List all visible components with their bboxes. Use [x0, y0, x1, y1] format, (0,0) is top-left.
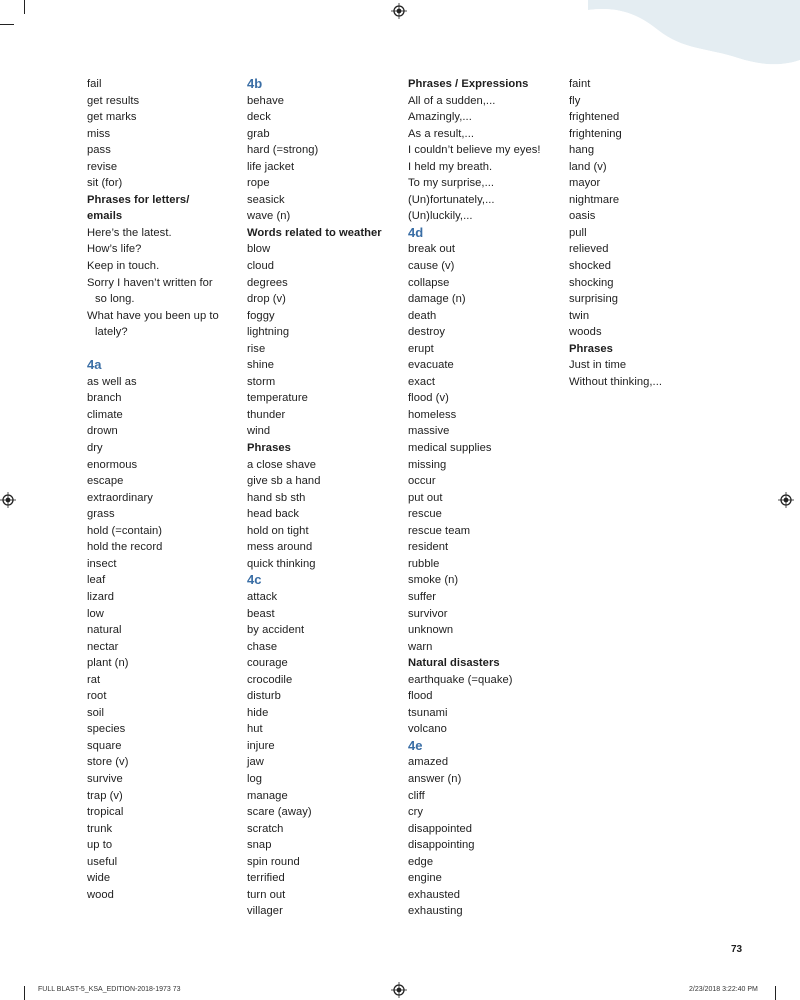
vocab-item: low [87, 607, 104, 620]
vocab-item: scratch [247, 822, 284, 835]
vocab-item: destroy [408, 326, 446, 339]
vocab-item: woods [569, 326, 602, 339]
vocab-item: relieved [569, 243, 609, 256]
unit-heading: 4e [408, 737, 423, 753]
vocab-item: spin round [247, 855, 300, 868]
vocab-item: disappointed [408, 822, 473, 835]
section-heading: emails [87, 210, 123, 223]
vocab-item: massive [408, 425, 450, 438]
vocab-item: cliff [408, 789, 425, 802]
vocab-item: answer (n) [408, 772, 462, 785]
vocab-item: hide [247, 706, 269, 719]
vocab-item: rescue team [408, 524, 471, 537]
vocab-item: wave (n) [247, 210, 291, 223]
vocab-item: manage [247, 789, 288, 802]
vocab-item: fly [569, 94, 581, 107]
section-heading: Phrases for letters/ [87, 193, 190, 206]
vocab-item: sit (for) [87, 177, 123, 190]
vocab-item: exhausting [408, 905, 463, 918]
vocab-item: jaw [247, 756, 264, 769]
vocab-item: foggy [247, 309, 275, 322]
vocab-item: twin [569, 309, 590, 322]
vocab-item: death [408, 309, 437, 322]
vocab-item: unknown [408, 624, 454, 637]
vocab-item: fail [87, 78, 102, 90]
vocab-item: terrified [247, 872, 285, 885]
vocab-item: hut [247, 723, 263, 736]
vocab-item: turn out [247, 888, 286, 901]
vocab-item: edge [408, 855, 434, 868]
vocab-item: blow [247, 243, 271, 256]
vocab-item: faint [569, 78, 591, 90]
vocab-item: tropical [87, 806, 124, 819]
vocab-item: miss [87, 127, 111, 140]
vocab-item: suffer [408, 590, 437, 603]
vocab-item: wind [247, 425, 271, 438]
vocab-item: head back [247, 508, 300, 521]
word-list-column-2 [247, 76, 397, 920]
vocab-item: courage [247, 657, 288, 670]
trim-mark [775, 986, 776, 1000]
vocab-item: leaf [87, 574, 106, 587]
vocab-item: lightning [247, 326, 290, 339]
registration-mark-icon [391, 3, 407, 19]
vocab-item: Here’s the latest. [87, 226, 172, 239]
vocab-item: root [87, 690, 107, 703]
vocab-item: volcano [408, 723, 447, 736]
vocab-item: Keep in touch. [87, 260, 160, 273]
vocab-item: cloud [247, 260, 274, 273]
page-number: 73 [731, 944, 743, 955]
vocab-item: soil [87, 706, 104, 719]
vocab-item: plant (n) [87, 657, 129, 670]
vocab-item: flood [408, 690, 433, 703]
vocab-item: medical supplies [408, 442, 492, 455]
section-heading: Phrases [569, 342, 613, 355]
vocab-item: Amazingly,... [408, 111, 472, 124]
vocab-item: damage (n) [408, 293, 466, 306]
vocab-item: seasick [247, 193, 285, 206]
vocab-item: get results [87, 94, 140, 107]
vocab-item: erupt [408, 342, 434, 355]
vocab-item: attack [247, 590, 278, 603]
vocab-item: scare (away) [247, 806, 312, 819]
vocab-item: drop (v) [247, 293, 286, 306]
vocab-item: injure [247, 739, 275, 752]
section-heading: Natural disasters [408, 657, 500, 670]
vocab-item: flood (v) [408, 392, 449, 405]
vocab-item: lizard [87, 590, 115, 603]
vocab-item: enormous [87, 458, 138, 471]
vocab-item: shocking [569, 276, 614, 289]
trim-mark [24, 986, 25, 1000]
vocab-item: get marks [87, 111, 137, 124]
vocab-item: survivor [408, 607, 448, 620]
vocab-item: exact [408, 375, 435, 388]
vocab-item: missing [408, 458, 447, 471]
section-heading: Words related to weather [247, 226, 382, 239]
vocab-item: occur [408, 475, 436, 488]
vocab-item: mess around [247, 541, 313, 554]
vocab-item: disappointing [408, 839, 475, 852]
vocab-item: chase [247, 640, 278, 653]
vocab-item: What have you been up to [87, 309, 219, 322]
vocab-item: pull [569, 226, 587, 239]
vocab-item: trunk [87, 822, 113, 835]
registration-mark-icon [778, 492, 794, 508]
vocab-item: (Un)luckily,... [408, 210, 473, 223]
vocab-item: pass [87, 144, 111, 157]
vocab-item: hard (=strong) [247, 144, 319, 157]
vocab-item: homeless [408, 408, 457, 421]
vocab-item: resident [408, 541, 449, 554]
vocab-item: wood [87, 888, 114, 901]
vocab-item: hold the record [87, 541, 163, 554]
section-heading: Phrases / Expressions [408, 78, 529, 90]
word-list-column-3 [408, 76, 558, 920]
vocab-item: Just in time [569, 359, 627, 372]
word-list-column-4 [569, 76, 719, 390]
vocab-item: trap (v) [87, 789, 123, 802]
vocab-item: snap [247, 839, 272, 852]
vocab-item: crocodile [247, 673, 293, 686]
vocab-item: up to [87, 839, 113, 852]
vocab-item: Sorry I haven’t written for [87, 276, 213, 289]
vocab-item: hold (=contain) [87, 524, 163, 537]
section-heading: Phrases [247, 442, 291, 455]
vocab-item: log [247, 772, 263, 785]
vocab-item: (Un)fortunately,... [408, 193, 495, 206]
vocab-item: drown [87, 425, 118, 438]
vocab-item: survive [87, 772, 123, 785]
unit-heading: 4c [247, 572, 262, 588]
spacer [87, 341, 237, 358]
vocab-item: square [87, 739, 122, 752]
vocab-item: grab [247, 127, 270, 140]
vocab-item: nightmare [569, 193, 620, 206]
vocab-item: nectar [87, 640, 119, 653]
vocab-item: dry [87, 442, 103, 455]
vocab-item: quick thinking [247, 557, 316, 570]
vocab-item: All of a sudden,... [408, 94, 496, 107]
vocab-item: evacuate [408, 359, 454, 372]
vocab-item: surprising [569, 293, 618, 306]
vocab-item: temperature [247, 392, 308, 405]
registration-mark-icon [0, 492, 16, 508]
vocab-item: I couldn’t believe my eyes! [408, 144, 541, 157]
vocab-item: degrees [247, 276, 288, 289]
vocab-item: behave [247, 94, 285, 107]
vocab-item: shine [247, 359, 274, 372]
vocab-item: store (v) [87, 756, 129, 769]
vocab-item: storm [247, 375, 276, 388]
vocab-item: lately? [95, 326, 128, 339]
vocab-item: revise [87, 160, 118, 173]
vocab-item: a close shave [247, 458, 317, 471]
vocab-item: villager [247, 905, 283, 918]
footer-timestamp: 2/23/2018 3:22:40 PM [689, 986, 758, 993]
vocab-item: frightening [569, 127, 622, 140]
vocab-item: smoke (n) [408, 574, 459, 587]
vocab-item: beast [247, 607, 275, 620]
vocab-item: As a result,... [408, 127, 475, 140]
registration-mark-icon [391, 982, 407, 998]
vocab-item: exhausted [408, 888, 461, 901]
vocab-item: grass [87, 508, 115, 521]
vocab-item: I held my breath. [408, 160, 493, 173]
vocab-item: shocked [569, 260, 612, 273]
vocab-item: break out [408, 243, 456, 256]
vocab-item: How’s life? [87, 243, 142, 256]
vocab-item: natural [87, 624, 122, 637]
vocab-item: insect [87, 557, 117, 570]
vocab-item: earthquake (=quake) [408, 673, 513, 686]
vocab-item: as well as [87, 375, 137, 388]
vocab-item: by accident [247, 624, 305, 637]
vocab-item: extraordinary [87, 491, 153, 504]
word-list-column-1 [87, 76, 237, 903]
vocab-item: climate [87, 408, 123, 421]
vocab-item: frightened [569, 111, 620, 124]
vocab-item: deck [247, 111, 271, 124]
vocab-item: hand sb sth [247, 491, 306, 504]
vocab-item: hold on tight [247, 524, 309, 537]
vocab-item: so long. [95, 293, 135, 306]
vocab-item: put out [408, 491, 443, 504]
vocab-item: land (v) [569, 160, 607, 173]
unit-heading: 4a [87, 357, 102, 373]
vocab-item: give sb a hand [247, 475, 321, 488]
vocab-item: rubble [408, 557, 440, 570]
unit-heading: 4b [247, 76, 263, 91]
vocab-item: oasis [569, 210, 596, 223]
vocab-item: rescue [408, 508, 442, 521]
unit-heading: 4d [408, 224, 424, 240]
vocab-item: thunder [247, 408, 286, 421]
vocab-item: cause (v) [408, 260, 455, 273]
trim-mark [0, 24, 14, 25]
vocab-item: species [87, 723, 126, 736]
vocab-item: tsunami [408, 706, 448, 719]
vocab-item: hang [569, 144, 595, 157]
vocab-item: escape [87, 475, 124, 488]
vocab-item: To my surprise,... [408, 177, 495, 190]
vocab-item: collapse [408, 276, 450, 289]
vocab-item: cry [408, 806, 424, 819]
vocab-item: amazed [408, 756, 449, 769]
vocab-item: rise [247, 342, 266, 355]
vocab-item: life jacket [247, 160, 295, 173]
vocab-item: mayor [569, 177, 601, 190]
vocab-item: rope [247, 177, 270, 190]
vocab-item: wide [87, 872, 111, 885]
footer-file-info: FULL BLAST-5_KSA_EDITION-2018-1973 73 [38, 986, 181, 993]
vocab-item: warn [408, 640, 433, 653]
vocab-item: branch [87, 392, 122, 405]
vocab-item: useful [87, 855, 118, 868]
vocab-item: rat [87, 673, 101, 686]
vocab-item: engine [408, 872, 442, 885]
trim-mark [24, 0, 25, 14]
corner-tab-decoration [588, 0, 800, 84]
vocab-item: disturb [247, 690, 281, 703]
vocab-item: Without thinking,... [569, 375, 663, 388]
